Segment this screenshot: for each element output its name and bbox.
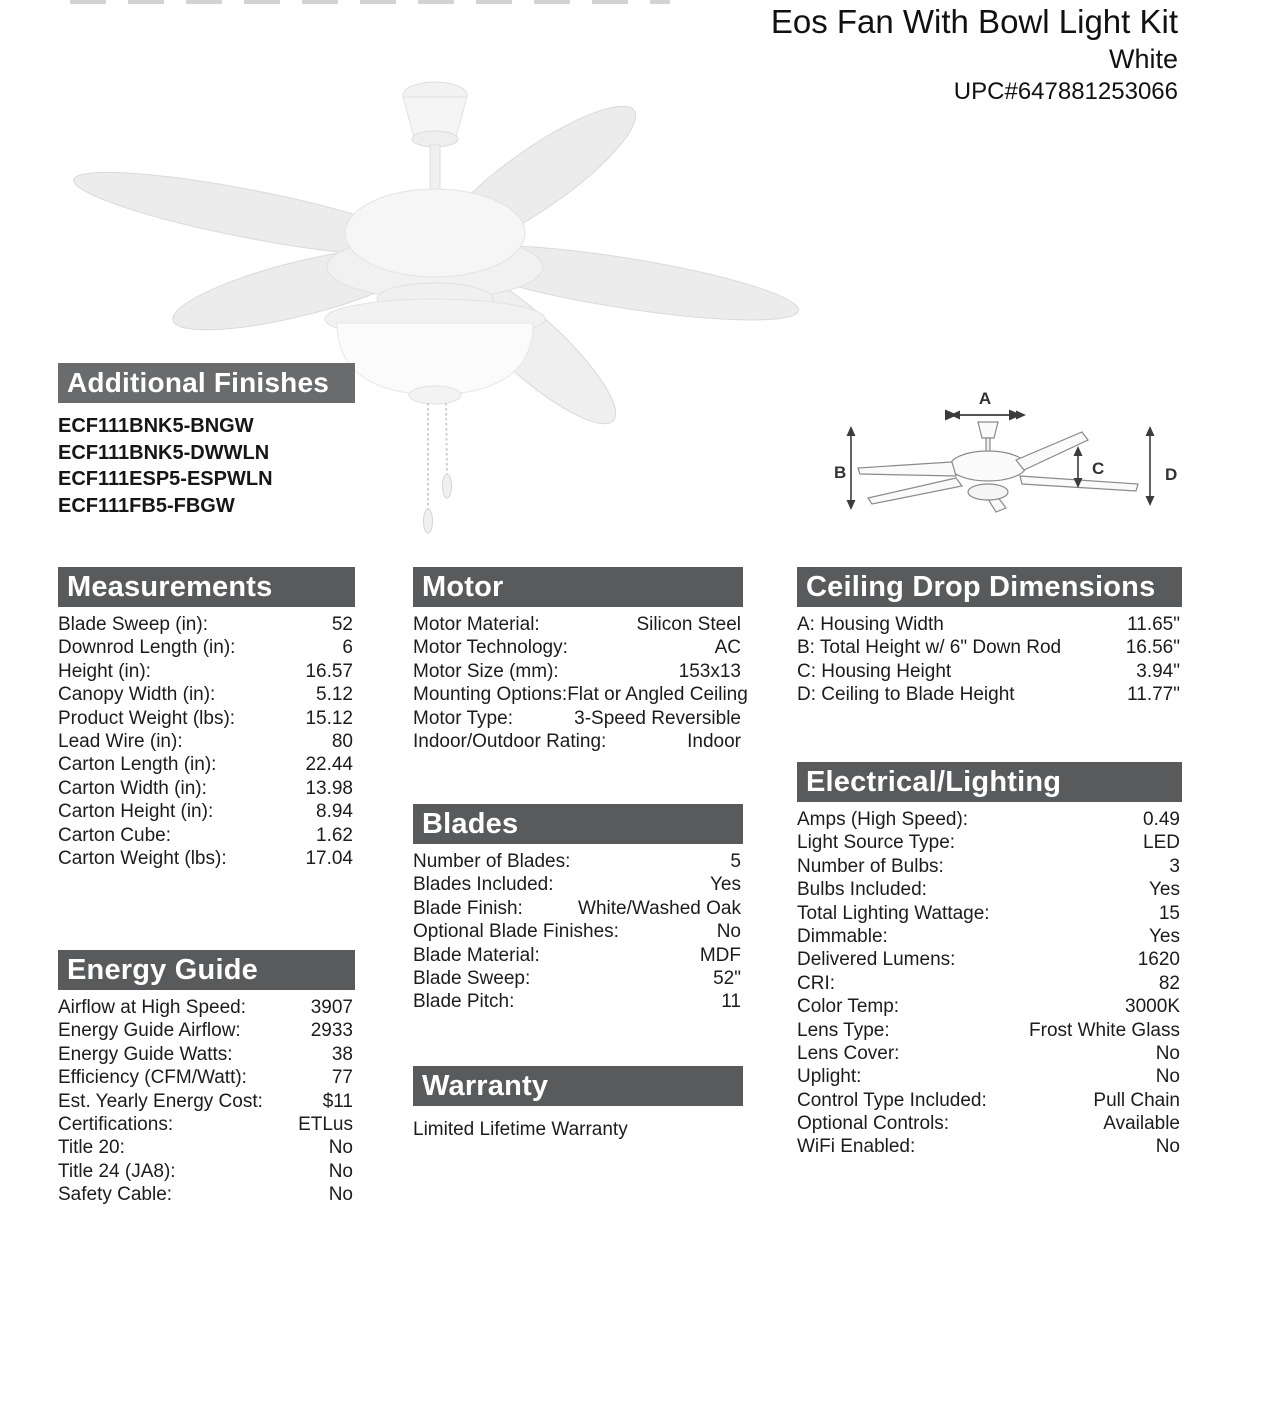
spec-row (797, 683, 1182, 706)
spec-row (413, 660, 743, 683)
spec-row (58, 1136, 355, 1159)
spec-row (413, 967, 743, 990)
spec-label: Number of Bulbs: (797, 855, 944, 877)
spec-value: Flat or Angled Ceiling (567, 684, 748, 706)
spec-row (58, 683, 355, 706)
spec-row (797, 1135, 1182, 1158)
spec-label: Downrod Length (in): (58, 637, 236, 659)
spec-row (58, 636, 355, 659)
spec-value: 22.44 (305, 754, 353, 776)
spec-row (413, 730, 743, 753)
spec-row (413, 707, 743, 730)
spec-value: 11.65" (1127, 614, 1180, 635)
spec-label: Motor Material: (413, 614, 540, 635)
spec-value: 3.94" (1136, 660, 1180, 682)
spec-row (58, 707, 355, 730)
spec-row (797, 1112, 1182, 1135)
spec-label: Amps (High Speed): (797, 809, 969, 830)
diagram-label-d: D (1165, 465, 1178, 484)
spec-label: Dimmable: (797, 925, 888, 947)
spec-value: 2933 (310, 1020, 353, 1042)
spec-label: Energy Guide Watts: (58, 1043, 233, 1065)
ceiling-drop-section (797, 567, 1182, 707)
spec-label: Lens Type: (797, 1019, 890, 1041)
spec-value: 16.57 (305, 660, 353, 682)
spec-value: No (1155, 1136, 1180, 1158)
spec-value: 6 (342, 637, 353, 659)
spec-value: 153x13 (678, 660, 741, 682)
spec-value: 3000K (1125, 996, 1180, 1018)
spec-label: Blade Sweep (in): (58, 614, 208, 635)
spec-label: Optional Controls: (797, 1113, 950, 1135)
electrical-lighting-header: Electrical/Lighting (797, 762, 1182, 802)
product-title: Eos Fan With Bowl Light Kit (770, 3, 1178, 40)
spec-label: B: Total Height w/ 6" Down Rod (797, 637, 1062, 659)
ceiling-drop-header: Ceiling Drop Dimensions (797, 567, 1182, 607)
spec-row (797, 995, 1182, 1018)
spec-label: CRI: (797, 972, 835, 994)
spec-label: Efficiency (CFM/Watt): (58, 1067, 247, 1089)
spec-value: 3-Speed Reversible (574, 707, 741, 729)
diagram-label-c: C (1092, 459, 1105, 478)
spec-label: Lens Cover: (797, 1042, 900, 1064)
spec-row (413, 944, 743, 967)
spec-row (797, 855, 1182, 878)
ceiling-drop-diagram (820, 380, 1200, 540)
spec-row (797, 1042, 1182, 1065)
spec-value: No (328, 1137, 353, 1159)
spec-label: Title 24 (JA8): (58, 1160, 176, 1182)
spec-row (797, 613, 1182, 636)
spec-row (58, 613, 355, 636)
spec-row (58, 660, 355, 683)
spec-label: Delivered Lumens: (797, 949, 956, 971)
finish-code: ECF111FB5-FBGW (58, 494, 235, 517)
spec-label: Carton Weight (lbs): (58, 847, 227, 869)
spec-label: Est. Yearly Energy Cost: (58, 1090, 263, 1112)
warranty-header: Warranty (413, 1066, 743, 1106)
finish-code: ECF111BNK5-DWWLN (58, 441, 270, 464)
spec-row (58, 753, 355, 776)
measurements-section (58, 567, 355, 870)
spec-label: Blade Finish: (413, 897, 523, 919)
spec-value: 52 (331, 614, 353, 635)
spec-label: Optional Blade Finishes: (413, 921, 619, 943)
spec-label: Lead Wire (in): (58, 730, 183, 752)
blades-section (413, 804, 743, 1014)
spec-label: Carton Height (in): (58, 801, 214, 823)
spec-row (58, 730, 355, 753)
spec-value: Yes (1149, 925, 1180, 947)
product-title-block (771, 2, 1178, 107)
spec-label: Bulbs Included: (797, 879, 927, 901)
spec-value: 11.77" (1127, 684, 1180, 706)
spec-row (58, 847, 355, 870)
spec-value: 16.56" (1125, 637, 1180, 659)
spec-row (58, 1090, 355, 1113)
spec-value: 11 (721, 991, 741, 1013)
cropped-text-remnant (70, 0, 670, 4)
additional-finishes-section (58, 363, 355, 519)
spec-row (413, 850, 743, 873)
spec-label: Blade Sweep: (413, 967, 531, 989)
spec-row (58, 1043, 355, 1066)
spec-label: Mounting Options: (413, 684, 568, 706)
spec-row (797, 660, 1182, 683)
spec-value: 82 (1158, 972, 1180, 994)
spec-value: Yes (1149, 879, 1180, 901)
spec-row (413, 897, 743, 920)
spec-row (413, 683, 748, 706)
spec-value: Frost White Glass (1029, 1019, 1180, 1041)
spec-value: 5 (730, 851, 741, 872)
blades-header: Blades (413, 804, 743, 844)
spec-row (797, 972, 1182, 995)
spec-value: 0.49 (1143, 809, 1180, 830)
spec-row (413, 990, 743, 1013)
spec-value: 1620 (1137, 949, 1180, 971)
spec-value: White/Washed Oak (578, 897, 741, 919)
spec-label: Title 20: (58, 1137, 125, 1159)
spec-row (58, 1019, 355, 1042)
spec-row (413, 920, 743, 943)
product-upc: UPC#647881253066 (953, 78, 1178, 105)
warranty-note: Limited Lifetime Warranty (413, 1119, 628, 1140)
spec-value: 17.04 (305, 847, 353, 869)
spec-value: 77 (331, 1067, 353, 1089)
spec-row (797, 902, 1182, 925)
spec-value: 3 (1169, 855, 1180, 877)
spec-row (413, 873, 743, 896)
spec-row (58, 824, 355, 847)
spec-value: 5.12 (316, 684, 353, 706)
spec-label: C: Housing Height (797, 660, 952, 682)
spec-label: Total Lighting Wattage: (797, 902, 990, 924)
spec-label: D: Ceiling to Blade Height (797, 684, 1015, 706)
spec-row (413, 636, 743, 659)
measurements-header: Measurements (58, 567, 355, 607)
spec-label: Blade Pitch: (413, 991, 515, 1013)
spec-label: Safety Cable: (58, 1184, 173, 1206)
spec-label: Light Source Type: (797, 832, 956, 854)
spec-label: Carton Width (in): (58, 777, 207, 799)
spec-row (797, 1089, 1182, 1112)
finish-code: ECF111BNK5-BNGW (58, 415, 254, 437)
spec-row (58, 1066, 355, 1089)
additional-finishes-list (58, 413, 355, 519)
spec-row (797, 636, 1182, 659)
product-finish-name: White (1108, 44, 1178, 74)
spec-label: Number of Blades: (413, 851, 571, 872)
spec-row (797, 948, 1182, 971)
spec-label: Height (in): (58, 660, 151, 682)
spec-value: No (328, 1160, 353, 1182)
spec-label: Motor Size (mm): (413, 660, 559, 682)
spec-value: 13.98 (305, 777, 353, 799)
motor-section (413, 567, 748, 753)
spec-value: AC (714, 637, 741, 659)
spec-label: Carton Length (in): (58, 754, 217, 776)
spec-row (797, 808, 1182, 831)
warranty-section (413, 1066, 743, 1142)
spec-value: No (1155, 1066, 1180, 1088)
spec-value: 3907 (310, 997, 353, 1018)
spec-row (413, 613, 743, 636)
spec-row (58, 1113, 355, 1136)
spec-value: 15 (1158, 902, 1180, 924)
spec-value: 1.62 (316, 824, 353, 846)
finish-code: ECF111ESP5-ESPWLN (58, 468, 273, 490)
spec-label: A: Housing Width (797, 614, 944, 635)
energy-guide-header: Energy Guide (58, 950, 355, 990)
spec-label: Color Temp: (797, 996, 900, 1018)
spec-label: Airflow at High Speed: (58, 997, 246, 1018)
spec-label: Certifications: (58, 1113, 174, 1135)
spec-row (797, 925, 1182, 948)
spec-row (58, 996, 355, 1019)
spec-value: No (1155, 1042, 1180, 1064)
spec-label: Control Type Included: (797, 1089, 987, 1111)
spec-value: MDF (699, 944, 741, 966)
electrical-lighting-section (797, 762, 1182, 1159)
spec-row (58, 1160, 355, 1183)
spec-label: Energy Guide Airflow: (58, 1020, 241, 1042)
spec-row (58, 777, 355, 800)
spec-row (797, 1019, 1182, 1042)
diagram-label-a: A (978, 389, 992, 408)
spec-value: Indoor (687, 730, 741, 752)
spec-value: 15.12 (305, 707, 353, 729)
spec-value: Silicon Steel (636, 614, 741, 635)
spec-value: $11 (322, 1090, 353, 1112)
spec-value: 8.94 (316, 801, 353, 823)
spec-label: Carton Cube: (58, 824, 172, 846)
spec-label: Blade Material: (413, 944, 540, 966)
spec-value: 38 (331, 1043, 353, 1065)
spec-value: Available (1103, 1113, 1180, 1135)
motor-header: Motor (413, 567, 743, 607)
spec-value: Yes (710, 874, 741, 896)
spec-label: Uplight: (797, 1066, 862, 1088)
spec-row (797, 1065, 1182, 1088)
spec-value: No (716, 921, 741, 943)
spec-label: Canopy Width (in): (58, 684, 216, 706)
spec-value: 80 (331, 730, 353, 752)
energy-guide-section (58, 950, 355, 1207)
spec-value: Pull Chain (1093, 1089, 1180, 1111)
spec-label: Product Weight (lbs): (58, 707, 236, 729)
spec-value: LED (1143, 832, 1180, 854)
spec-value: 52" (713, 967, 741, 989)
spec-label: WiFi Enabled: (797, 1136, 916, 1158)
spec-label: Motor Type: (413, 707, 513, 729)
spec-label: Indoor/Outdoor Rating: (413, 730, 607, 752)
spec-label: Blades Included: (413, 874, 554, 896)
spec-row (58, 1183, 355, 1206)
spec-label: Motor Technology: (413, 637, 568, 659)
spec-row (797, 878, 1182, 901)
diagram-label-b: B (834, 463, 847, 482)
spec-value: No (328, 1184, 353, 1206)
spec-row (58, 800, 355, 823)
additional-finishes-header: Additional Finishes (58, 363, 355, 403)
spec-row (797, 831, 1182, 854)
spec-value: ETLus (298, 1113, 353, 1135)
